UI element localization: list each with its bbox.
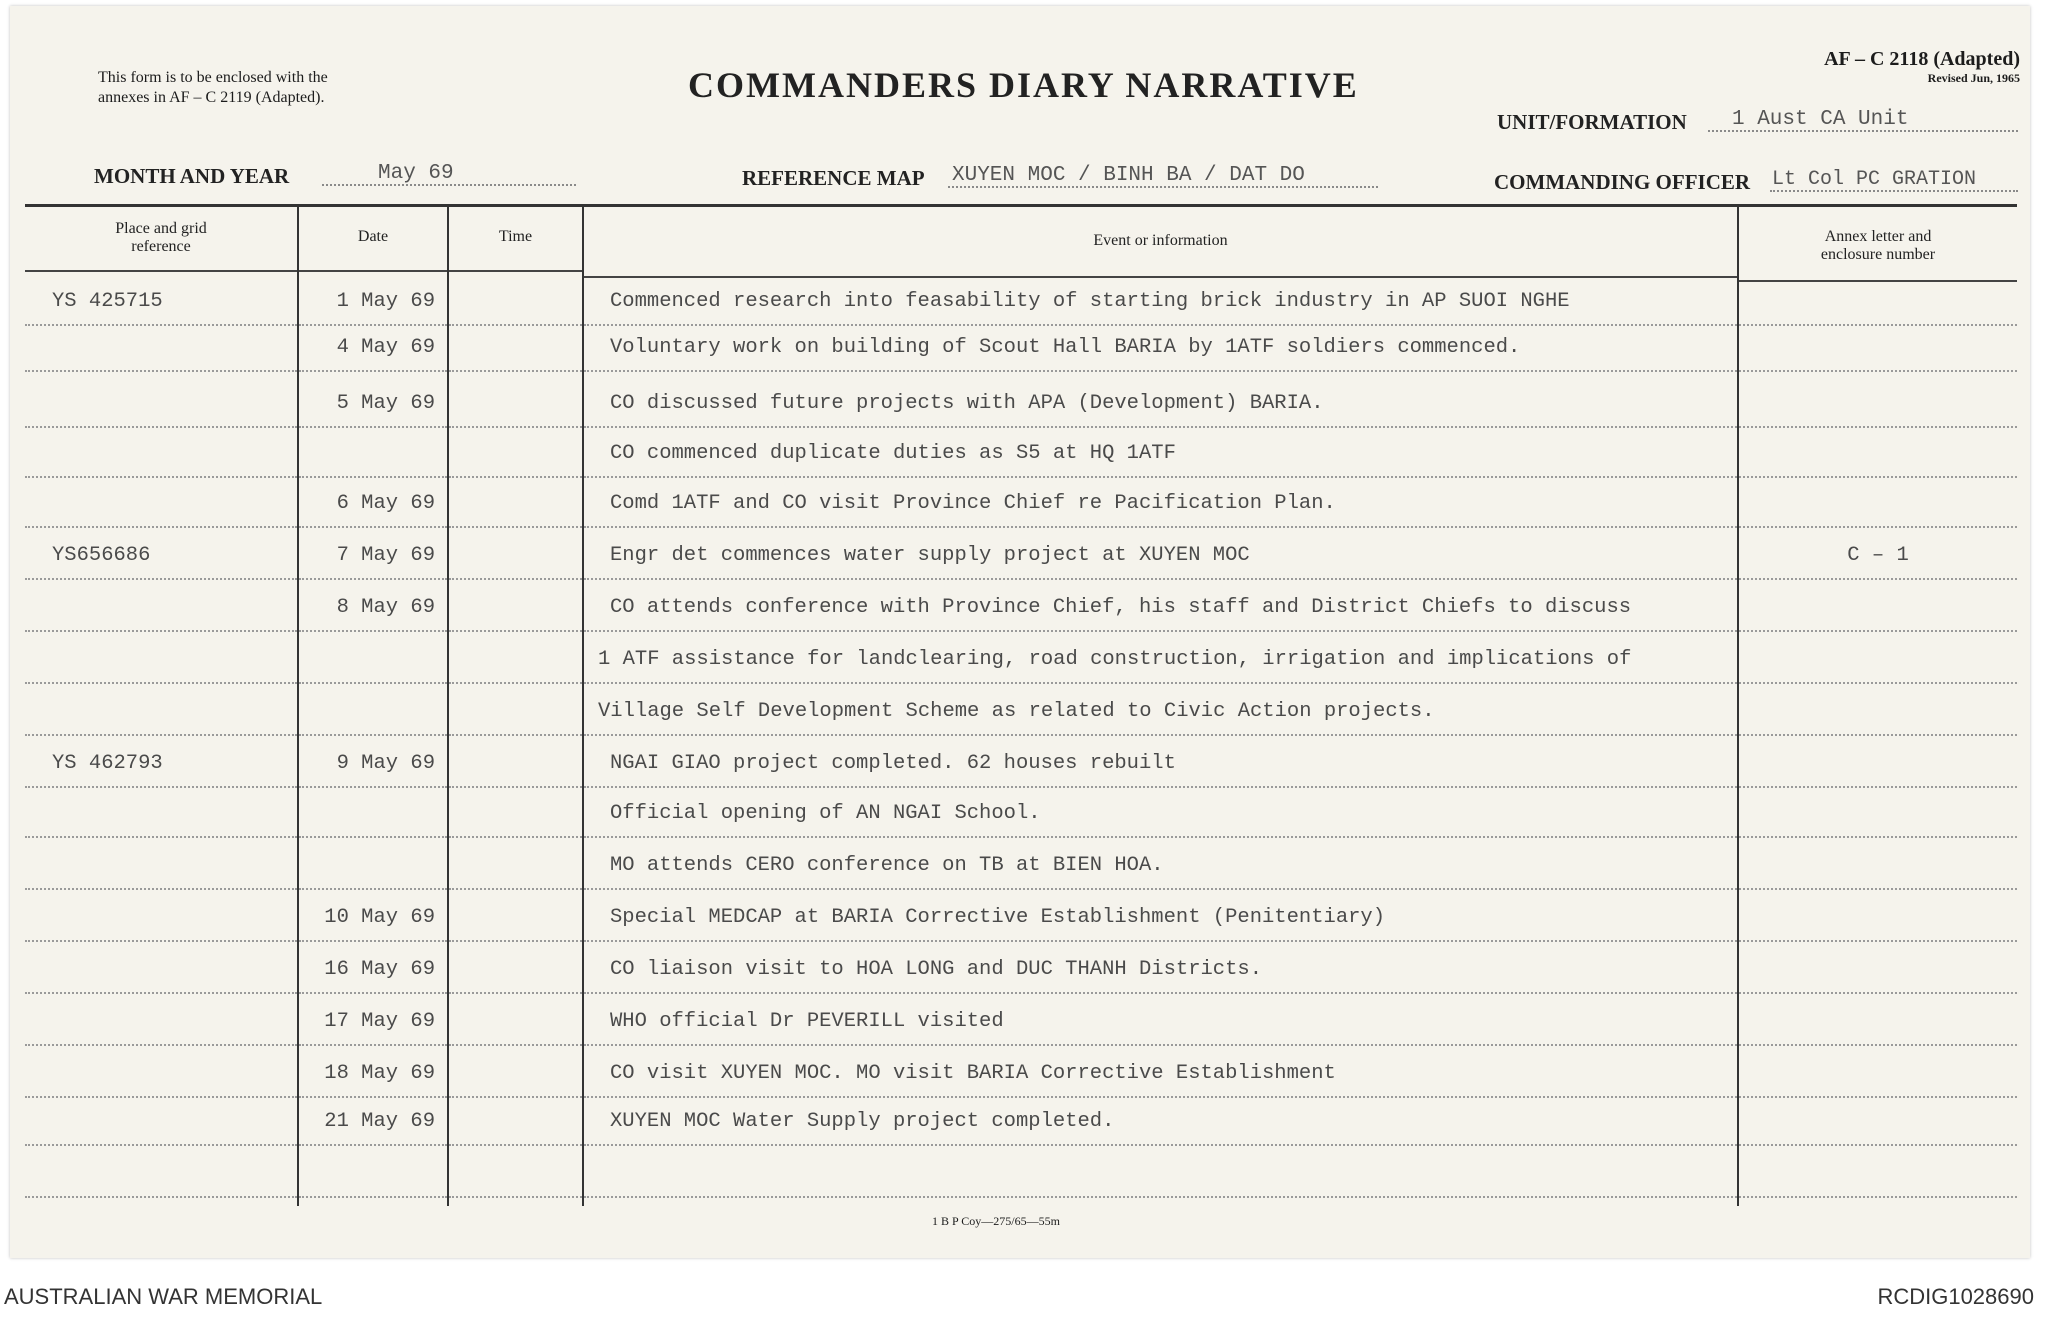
col-header-time: Time: [498, 228, 533, 245]
row-date: 10 May 69: [324, 906, 435, 929]
row-event: Village Self Development Scheme as related to Civic Action projects.: [598, 700, 1435, 723]
row-date: 8 May 69: [336, 596, 435, 619]
row-dotted-rule: [25, 1196, 297, 1198]
enclosure-note-line1: This form is to be enclosed with the: [98, 69, 328, 86]
row-date: 16 May 69: [324, 958, 435, 981]
col-header-annex-line2: enclosure number: [1820, 246, 1936, 263]
row-dotted-rule: [25, 426, 297, 428]
row-dotted-rule: [299, 1096, 447, 1098]
row-date: 4 May 69: [336, 336, 435, 359]
col-header-annex: [1739, 228, 2017, 264]
row-event: Official opening of AN NGAI School.: [610, 802, 1041, 825]
row-event: CO attends conference with Province Chief, his staff and District Chiefs to discuss: [610, 596, 1632, 619]
form-id-block: [1824, 48, 2020, 86]
row-dotted-rule: [1739, 324, 2017, 326]
row-dotted-rule: [584, 426, 1737, 428]
row-dotted-rule: [449, 630, 582, 632]
row-dotted-rule: [299, 578, 447, 580]
row-dotted-rule: [1739, 426, 2017, 428]
row-event: Comd 1ATF and CO visit Province Chief re Pacification Plan.: [610, 492, 1336, 515]
row-dotted-rule: [25, 324, 297, 326]
row-dotted-rule: [449, 940, 582, 942]
row-dotted-rule: [449, 324, 582, 326]
row-dotted-rule: [299, 1044, 447, 1046]
row-dotted-rule: [25, 476, 297, 478]
row-dotted-rule: [25, 1044, 297, 1046]
col-divider-time: [582, 206, 584, 1206]
row-dotted-rule: [584, 324, 1737, 326]
row-date: 17 May 69: [324, 1010, 435, 1033]
row-dotted-rule: [25, 992, 297, 994]
map-label: REFERENCE MAP: [742, 166, 925, 190]
footer-credit: AUSTRALIAN WAR MEMORIAL: [4, 1284, 323, 1309]
row-dotted-rule: [584, 578, 1737, 580]
row-dotted-rule: [584, 682, 1737, 684]
row-event: CO discussed future projects with APA (Development) BARIA.: [610, 392, 1324, 415]
row-dotted-rule: [1739, 786, 2017, 788]
header-rule-event: [584, 276, 1737, 278]
row-event: 1 ATF assistance for landclearing, road construction, irrigation and implications of: [598, 648, 1632, 671]
row-event: Engr det commences water supply project at XUYEN MOC: [610, 544, 1250, 567]
printer-note: 1 B P Coy—275/65—55m: [932, 1214, 1060, 1228]
row-dotted-rule: [584, 734, 1737, 736]
row-event: CO visit XUYEN MOC. MO visit BARIA Corrective Establishment: [610, 1062, 1336, 1085]
row-dotted-rule: [449, 682, 582, 684]
row-dotted-rule: [584, 992, 1737, 994]
row-event: WHO official Dr PEVERILL visited: [610, 1010, 1004, 1033]
diary-sheet: [10, 6, 2030, 1258]
row-dotted-rule: [1739, 370, 2017, 372]
row-dotted-rule: [299, 324, 447, 326]
row-dotted-rule: [584, 526, 1737, 528]
enclosure-note: [98, 68, 328, 108]
row-dotted-rule: [1739, 940, 2017, 942]
row-dotted-rule: [449, 426, 582, 428]
row-dotted-rule: [449, 526, 582, 528]
row-dotted-rule: [1739, 992, 2017, 994]
row-event: CO commenced duplicate duties as S5 at HQ 1ATF: [610, 442, 1176, 465]
row-dotted-rule: [299, 682, 447, 684]
co-label: COMMANDING OFFICER: [1494, 170, 1751, 194]
row-dotted-rule: [449, 1044, 582, 1046]
row-event: XUYEN MOC Water Supply project completed.: [610, 1110, 1115, 1133]
row-dotted-rule: [584, 1144, 1737, 1146]
row-dotted-rule: [449, 734, 582, 736]
row-dotted-rule: [25, 786, 297, 788]
row-place: YS 425715: [52, 290, 163, 313]
row-event: MO attends CERO conference on TB at BIEN HOA.: [610, 854, 1164, 877]
unit-value: 1 Aust CA Unit: [1732, 108, 1909, 131]
row-dotted-rule: [25, 526, 297, 528]
row-dotted-rule: [584, 1044, 1737, 1046]
row-dotted-rule: [449, 786, 582, 788]
row-dotted-rule: [449, 888, 582, 890]
row-dotted-rule: [449, 992, 582, 994]
header-rule-annex: [1739, 280, 2017, 282]
row-annex: C – 1: [1847, 544, 1909, 567]
row-dotted-rule: [584, 370, 1737, 372]
row-dotted-rule: [584, 630, 1737, 632]
row-dotted-rule: [1739, 476, 2017, 478]
row-dotted-rule: [299, 940, 447, 942]
row-dotted-rule: [584, 940, 1737, 942]
row-dotted-rule: [25, 940, 297, 942]
row-event: NGAI GIAO project completed. 62 houses rebuilt: [610, 752, 1176, 775]
row-dotted-rule: [1739, 734, 2017, 736]
row-date: 18 May 69: [324, 1062, 435, 1085]
row-dotted-rule: [584, 836, 1737, 838]
row-dotted-rule: [584, 476, 1737, 478]
row-date: 6 May 69: [336, 492, 435, 515]
row-date: 1 May 69: [336, 290, 435, 313]
row-dotted-rule: [584, 1096, 1737, 1098]
col-divider-event: [1737, 206, 1739, 1206]
row-dotted-rule: [299, 734, 447, 736]
row-place: YS656686: [52, 544, 151, 567]
row-date: 7 May 69: [336, 544, 435, 567]
row-dotted-rule: [299, 836, 447, 838]
unit-label: UNIT/FORMATION: [1497, 110, 1687, 134]
month-value: May 69: [378, 162, 454, 185]
row-dotted-rule: [449, 1096, 582, 1098]
row-dotted-rule: [1739, 1196, 2017, 1198]
row-date: 21 May 69: [324, 1110, 435, 1133]
row-dotted-rule: [299, 476, 447, 478]
row-dotted-rule: [584, 888, 1737, 890]
row-date: 5 May 69: [336, 392, 435, 415]
row-dotted-rule: [584, 1196, 1737, 1198]
row-dotted-rule: [1739, 630, 2017, 632]
row-dotted-rule: [25, 682, 297, 684]
header-rule-date: [299, 270, 447, 272]
month-label: MONTH AND YEAR: [94, 164, 290, 188]
col-header-event: Event or information: [1093, 232, 1228, 249]
row-dotted-rule: [299, 1196, 447, 1198]
header-rule-time: [449, 270, 582, 272]
row-event: Commenced research into feasability of starting brick industry in AP SUOI NGHE: [610, 290, 1570, 313]
row-dotted-rule: [299, 1144, 447, 1146]
row-place: YS 462793: [52, 752, 163, 775]
form-id: AF – C 2118 (Adapted): [1824, 48, 2020, 70]
col-divider-date: [447, 206, 449, 1206]
row-dotted-rule: [25, 1096, 297, 1098]
row-dotted-rule: [25, 630, 297, 632]
row-dotted-rule: [25, 578, 297, 580]
co-value: Lt Col PC GRATION: [1772, 168, 1977, 191]
row-dotted-rule: [299, 526, 447, 528]
row-dotted-rule: [25, 888, 297, 890]
header-rule-place: [25, 270, 297, 272]
form-title: COMMANDERS DIARY NARRATIVE: [688, 65, 1359, 105]
col-header-date: Date: [357, 228, 389, 245]
row-dotted-rule: [449, 1144, 582, 1146]
row-dotted-rule: [449, 578, 582, 580]
row-event: Special MEDCAP at BARIA Corrective Establishment (Penitentiary): [610, 906, 1386, 929]
row-dotted-rule: [1739, 1044, 2017, 1046]
row-dotted-rule: [1739, 578, 2017, 580]
row-dotted-rule: [25, 370, 297, 372]
row-dotted-rule: [25, 836, 297, 838]
row-dotted-rule: [299, 888, 447, 890]
row-dotted-rule: [299, 786, 447, 788]
row-dotted-rule: [1739, 1144, 2017, 1146]
row-dotted-rule: [1739, 526, 2017, 528]
revised-date: Revised Jun, 1965: [1927, 71, 2020, 85]
row-dotted-rule: [449, 370, 582, 372]
row-dotted-rule: [449, 476, 582, 478]
row-dotted-rule: [1739, 1096, 2017, 1098]
row-dotted-rule: [299, 426, 447, 428]
enclosure-note-line2: annexes in AF – C 2119 (Adapted).: [98, 89, 325, 106]
row-event: CO liaison visit to HOA LONG and DUC THANH Districts.: [610, 958, 1263, 981]
table-top-rule: [25, 204, 2017, 207]
map-value: XUYEN MOC / BINH BA / DAT DO: [952, 164, 1305, 187]
row-dotted-rule: [449, 1196, 582, 1198]
row-dotted-rule: [299, 630, 447, 632]
row-date: 9 May 69: [336, 752, 435, 775]
col-header-annex-line1: Annex letter and: [1824, 228, 1932, 245]
row-dotted-rule: [1739, 836, 2017, 838]
row-dotted-rule: [25, 734, 297, 736]
row-dotted-rule: [584, 786, 1737, 788]
col-header-place: [25, 220, 297, 256]
row-dotted-rule: [449, 836, 582, 838]
row-dotted-rule: [1739, 682, 2017, 684]
row-dotted-rule: [25, 1144, 297, 1146]
row-dotted-rule: [1739, 888, 2017, 890]
col-divider-place: [297, 206, 299, 1206]
row-dotted-rule: [299, 370, 447, 372]
col-header-place-line2: reference: [131, 238, 191, 255]
row-dotted-rule: [299, 992, 447, 994]
row-event: Voluntary work on building of Scout Hall BARIA by 1ATF soldiers commenced.: [610, 336, 1521, 359]
col-header-place-line1: Place and grid: [115, 220, 207, 237]
footer-id: RCDIG1028690: [1877, 1284, 2034, 1309]
